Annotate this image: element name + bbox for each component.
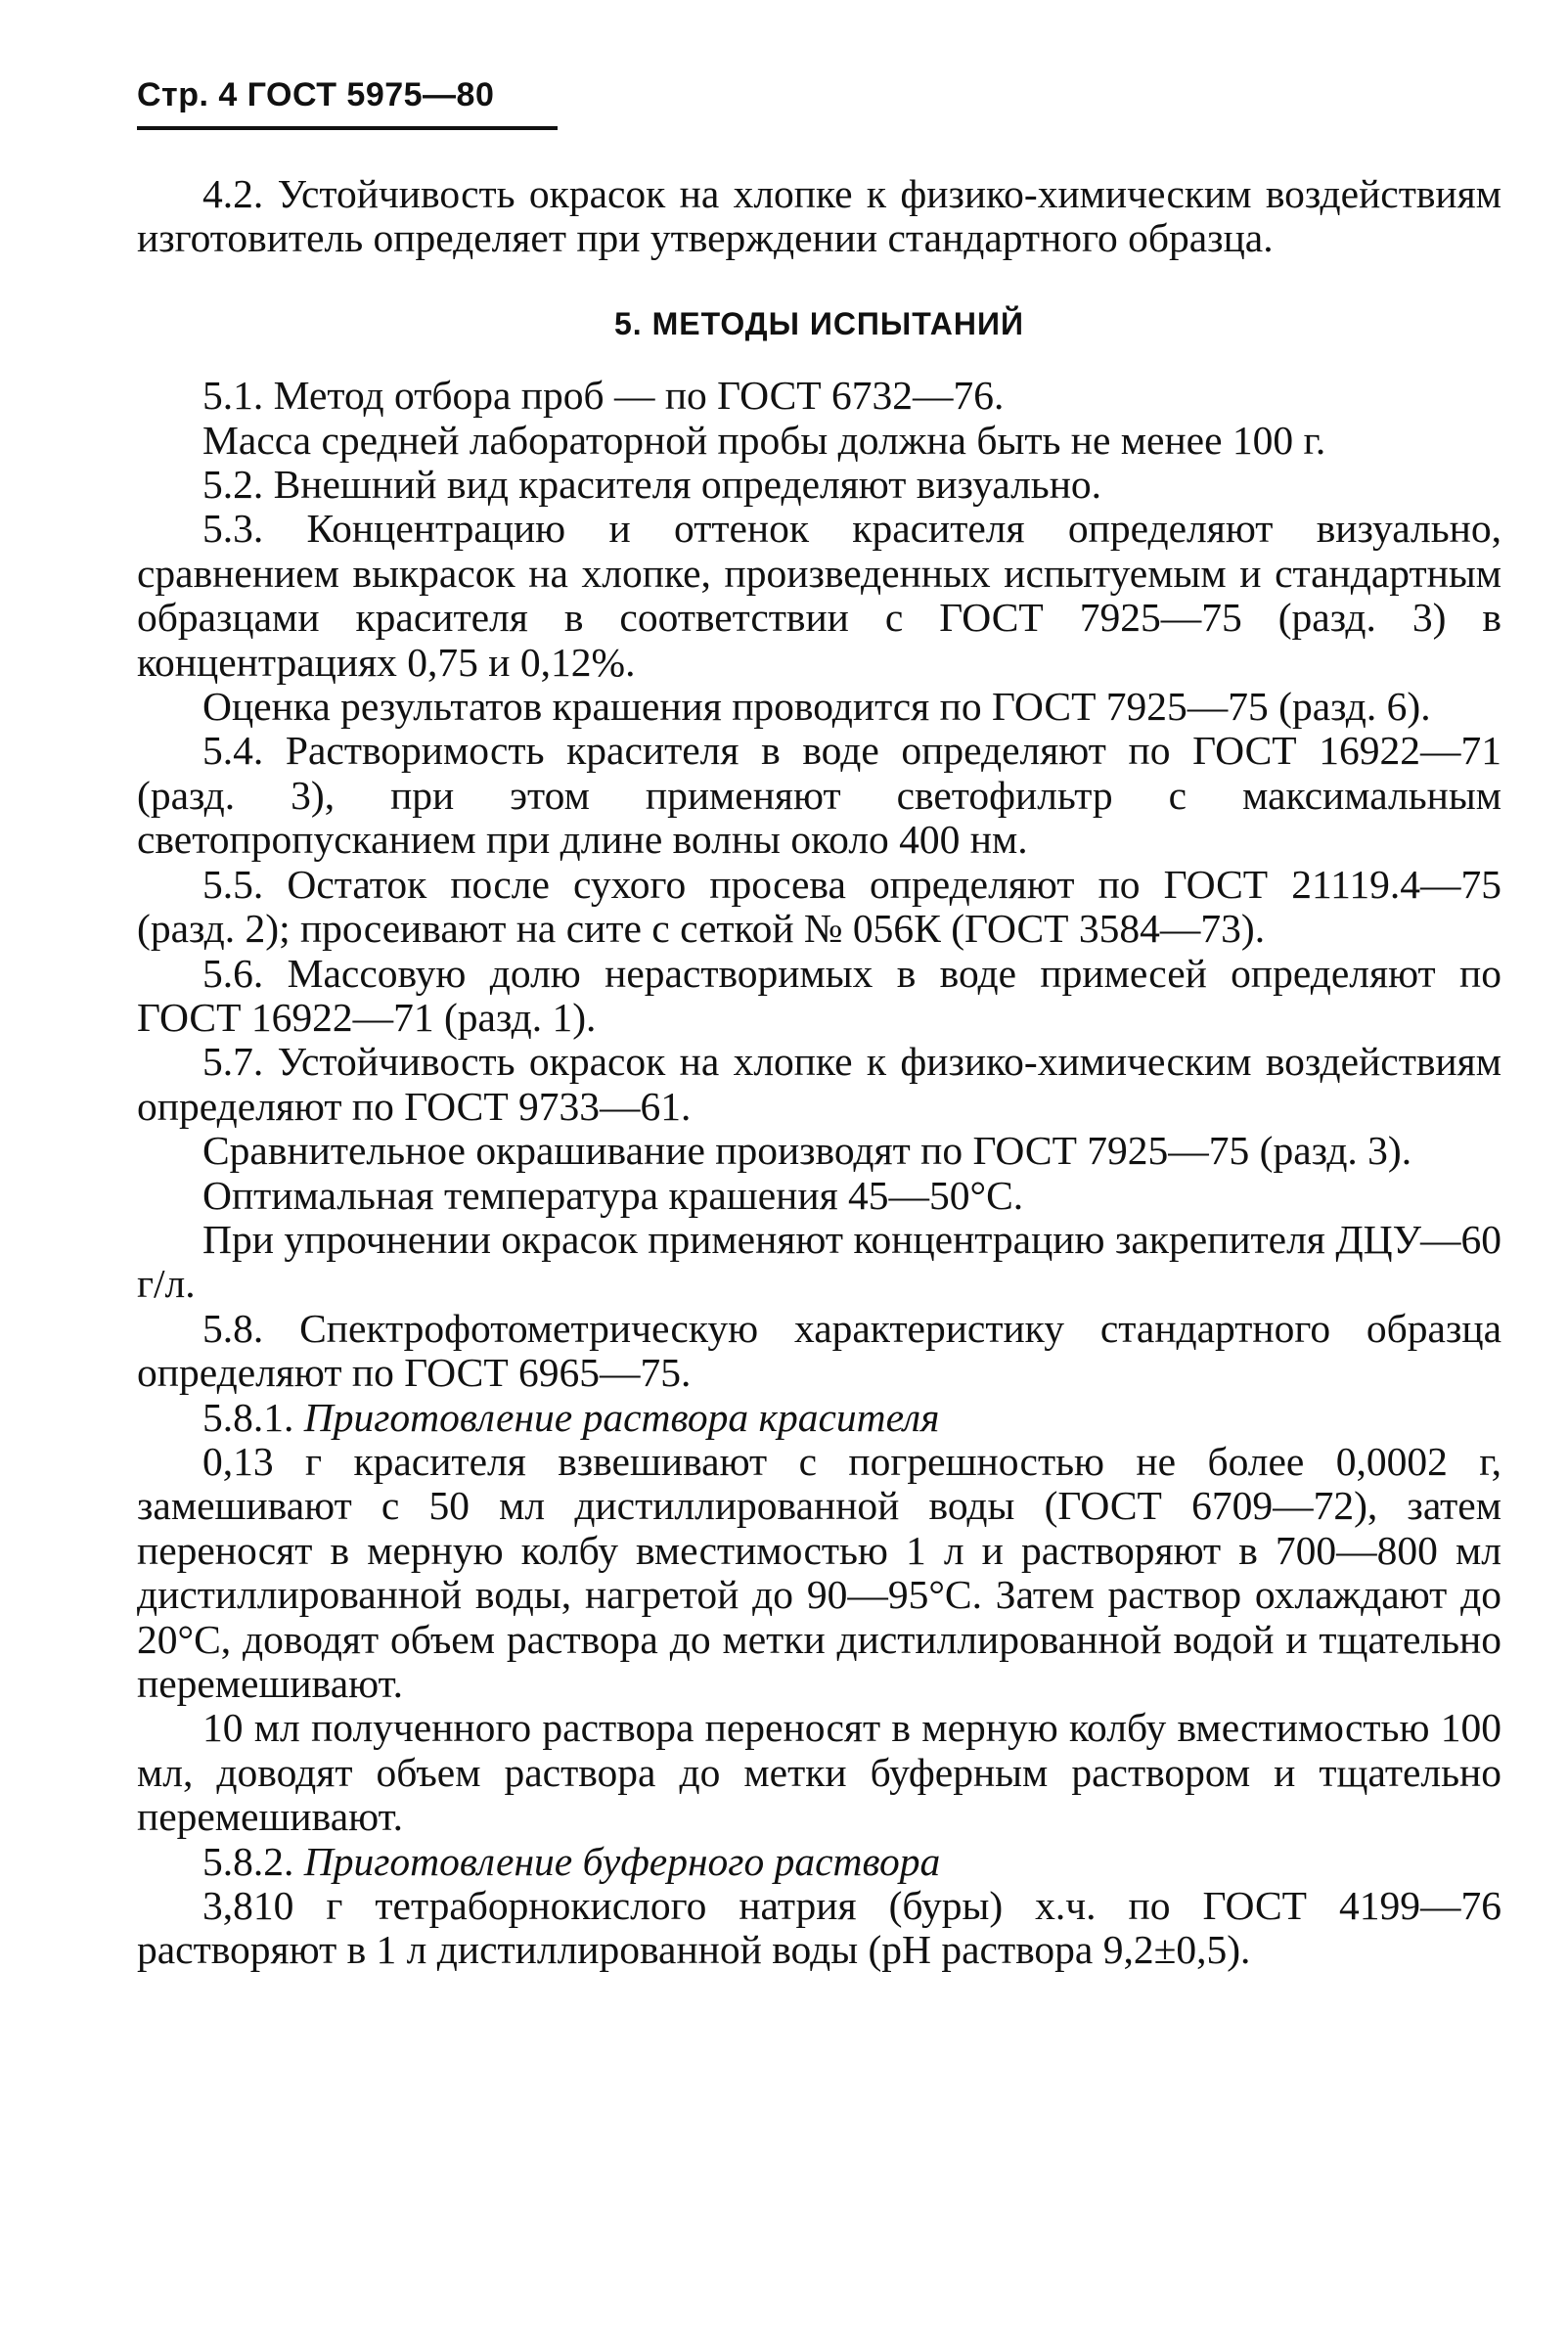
paragraph-5-8-2-body: 3,810 г тетраборнокислого натрия (буры) х.ч. по ГОСТ 4199—76 растворяют в 1 л дистиллированной воды (рН раствора 9,2±0,5).: [137, 1883, 1501, 1973]
paragraph-5-6: 5.6. Массовую долю нерастворимых в воде примесей определяют по ГОСТ 16922—71 (разд. 1).: [137, 950, 1501, 1040]
paragraph-5-8: 5.8. Спектрофотометрическую характеристику стандартного образца определяют по ГОСТ 6965—75.: [137, 1305, 1501, 1396]
paragraph-5-8-2-title: Приготовление буферного раствора: [303, 1838, 941, 1884]
paragraph-5-8-1-heading: [137, 1396, 1501, 1440]
paragraph-5-8-1-body: 0,13 г красителя взвешивают с погрешностью не более 0,0002 г, замешивают с 50 мл дистиллированной воды (ГОСТ 6709—72), затем переносят в мерную колбу вместимостью 1 л и растворяют в 700—800 мл дистиллированной воды, нагретой до 90—95°С. Затем раствор охлаждают до 20°С, доводят объем раствора до метки дистиллированной водой и тщательно перемешивают.: [137, 1438, 1501, 1706]
paragraph-5-7-fix: При упрочнении окрасок применяют концентрацию закрепителя ДЦУ—60 г/л.: [137, 1216, 1501, 1307]
paragraph-5-3: 5.3. Концентрацию и оттенок красителя определяют визуально, сравнением выкрасок на хлопке, произведенных испытуемым и стандартным образцами красителя в соответствии с ГОСТ 7925—75 (разд. 3) в концентрациях 0,75 и 0,12%.: [137, 506, 1501, 685]
paragraph-5-8-1-body2: 10 мл полученного раствора переносят в мерную колбу вместимостью 100 мл, доводят объем раствора до метки буферным раствором и тщательно перемешивают.: [137, 1705, 1501, 1840]
paragraph-5-3-eval: Оценка результатов крашения проводится по ГОСТ 7925—75 (разд. 6).: [202, 684, 1431, 730]
paragraph-5-1-mass: Масса средней лабораторной пробы должна быть не менее 100 г.: [202, 417, 1326, 463]
paragraph-5-2: 5.2. Внешний вид красителя определяют визуально.: [202, 462, 1102, 508]
paragraph-5-1: 5.1. Метод отбора проб — по ГОСТ 6732—76.: [202, 373, 1005, 419]
paragraph-5-7: 5.7. Устойчивость окрасок на хлопке к физико-химическим воздействиям определяют по ГОСТ 9733—61.: [137, 1039, 1501, 1129]
paragraph-5-7-compare: Сравнительное окрашивание производят по ГОСТ 7925—75 (разд. 3).: [202, 1128, 1412, 1174]
paragraph-5-4: 5.4. Растворимость красителя в воде определяют по ГОСТ 16922—71 (разд. 3), при этом применяют светофильтр с максимальным светопропусканием при длине волны около 400 нм.: [137, 728, 1501, 863]
paragraph-5-8-2-number: 5.8.2.: [202, 1838, 304, 1884]
paragraph-5-8-1-number: 5.8.1.: [202, 1394, 304, 1440]
paragraph-4-2: 4.2. Устойчивость окрасок на хлопке к физико-химическим воздействиям изготовитель определяет при утверждении стандартного образца.: [137, 171, 1501, 261]
paragraph-5-5: 5.5. Остаток после сухого просева определяют по ГОСТ 21119.4—75 (разд. 2); просеивают на сите с сеткой № 056К (ГОСТ 3584—73).: [137, 861, 1501, 952]
paragraph-5-7-temp: Оптимальная температура крашения 45—50°С.: [202, 1172, 1024, 1218]
document-body: [137, 172, 1501, 1973]
page-header: Стр. 4 ГОСТ 5975—80: [137, 76, 558, 130]
paragraph-5-8-2-heading: [137, 1840, 1501, 1884]
paragraph-5-8-1-title: Приготовление раствора красителя: [303, 1394, 940, 1440]
section-title-5: 5. МЕТОДЫ ИСПЫТАНИЙ: [614, 305, 1024, 341]
